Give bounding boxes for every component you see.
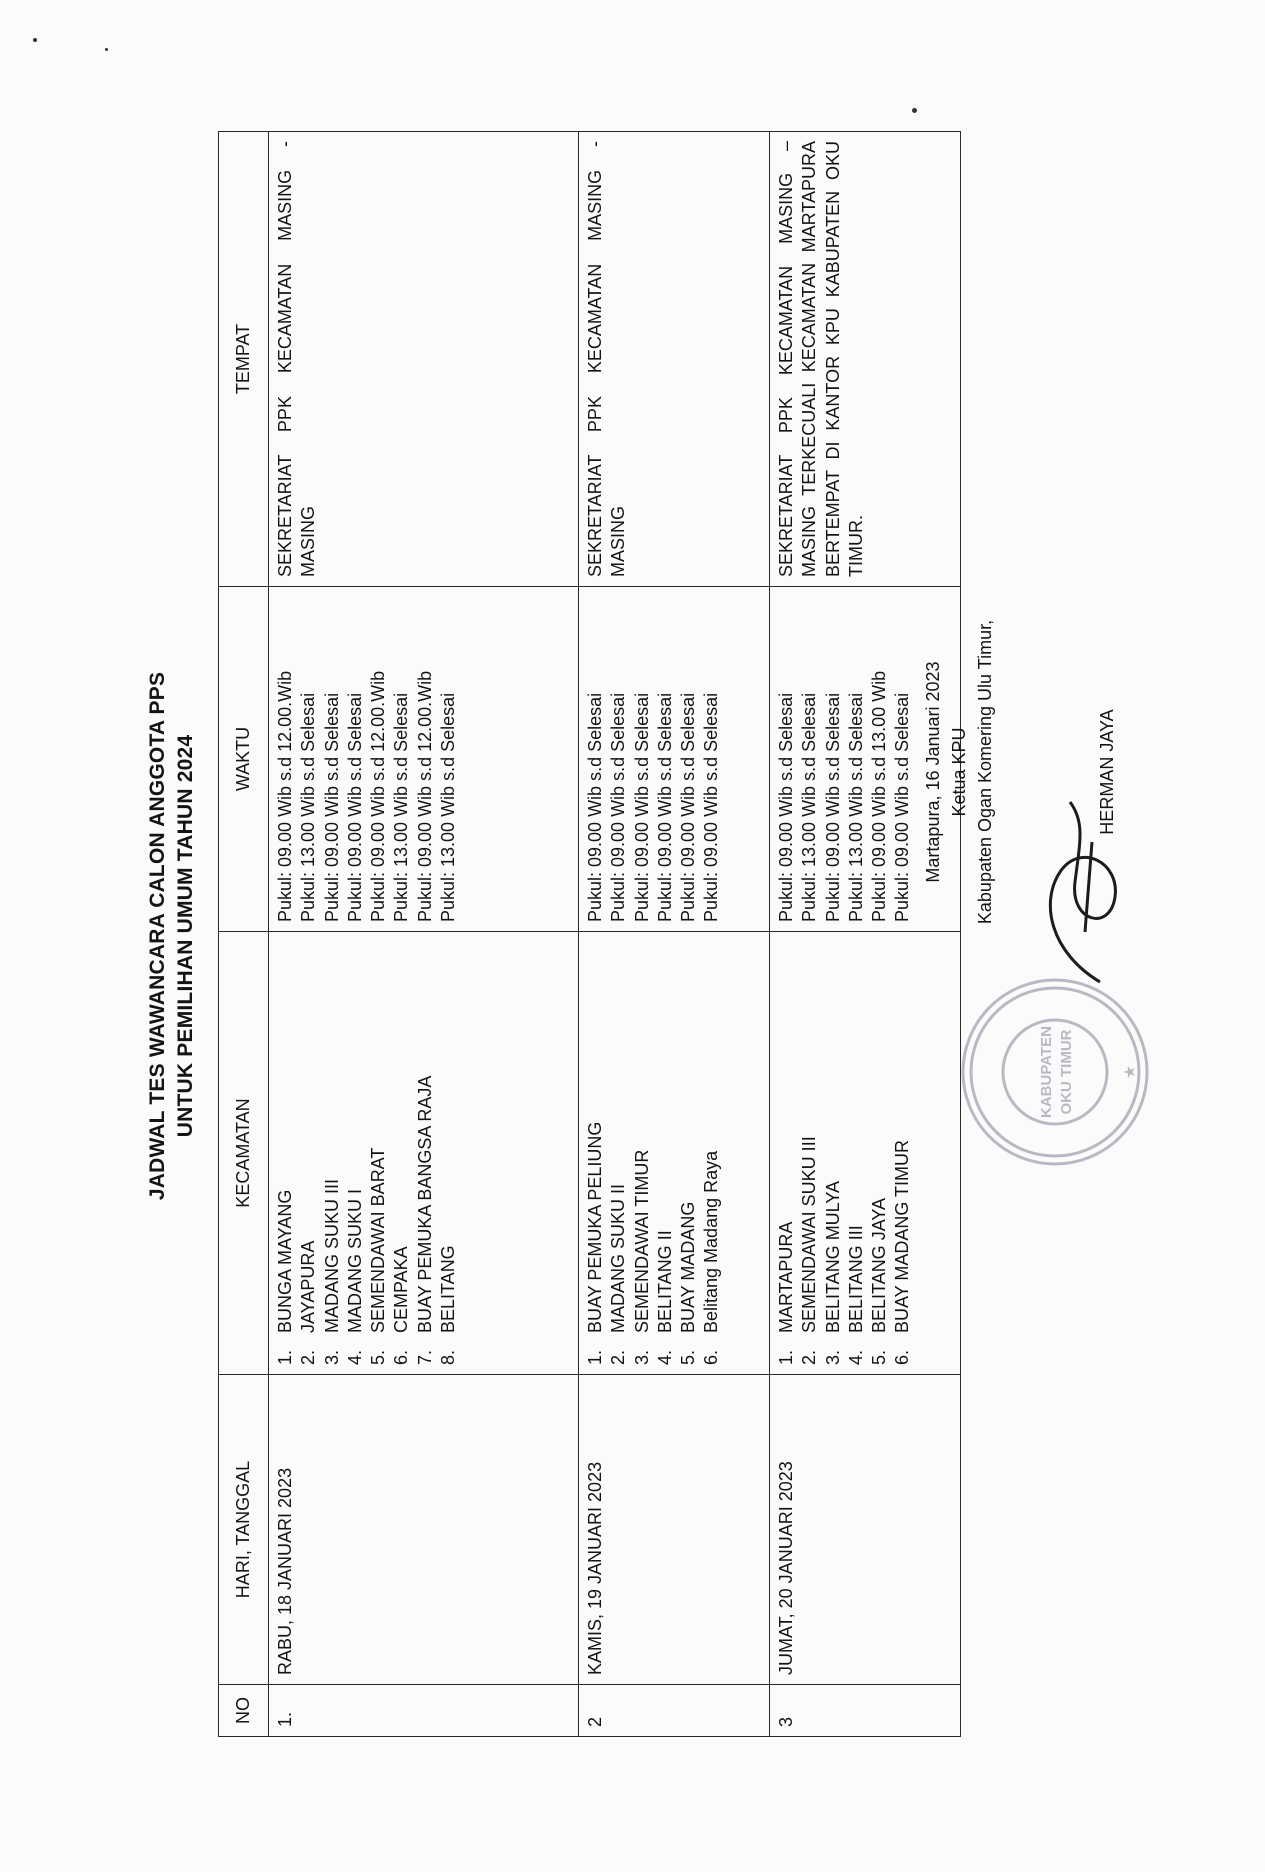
list-item-label: SEMENDAWAI TIMUR [631,1149,652,1333]
waktu-line: Pukul: 13.00 Wib s.d Selesai [438,692,459,922]
waktu-line: Pukul: 09.00 Wib s.d Selesai [776,692,796,922]
list-item [297,941,320,1365]
cell-kecamatan [269,932,579,1375]
waktu-line: Pukul: 09.00 Wib s.d Selesai [892,692,913,922]
waktu-line: Pukul: 09.00 Wib s.d Selesai [608,692,629,922]
official-stamp-icon [955,972,1155,1172]
waktu-line: Pukul: 09.00 Wib s.d 12.00.Wib [368,670,389,922]
list-item [700,941,723,1365]
list-item [822,941,845,1365]
list-item-label: Belitang Madang Raya [701,1150,722,1333]
waktu-line: Pukul: 09.00 Wib s.d 12.00.Wib [275,670,295,922]
list-item-label: BELITANG III [845,1225,866,1333]
waktu-line: Pukul: 09.00 Wib s.d Selesai [822,692,843,922]
list-item [654,941,677,1365]
signature-institution: Kabupaten Ogan Komering Ulu Timur, [975,619,995,925]
list-item [845,941,868,1365]
list-item-number: 1. [585,1349,605,1365]
list-item [321,941,344,1365]
waktu-line: Pukul: 13.00 Wib s.d Selesai [799,692,820,922]
list-item-number: 3. [631,1349,652,1365]
cell-no: 3 [770,1685,961,1737]
list-item [891,941,914,1365]
list-item-number: 2. [298,1349,319,1365]
svg-text:KABUPATEN: KABUPATEN [1038,1026,1055,1118]
waktu-line: Pukul: 13.00 Wib s.d Selesai [391,692,412,922]
list-item [390,941,413,1365]
signature-place-date: Martapura, 16 Januari 2023 [923,661,943,883]
cell-no: 1. [269,1685,579,1737]
list-item-label: BELITANG JAYA [869,1197,890,1333]
list-item [584,941,607,1365]
svg-text:OKU TIMUR: OKU TIMUR [1058,1029,1075,1115]
kecamatan-list [775,941,915,1365]
list-item [437,941,460,1365]
waktu-line: Pukul: 09.00 Wib s.d Selesai [654,692,675,922]
list-item-label: BELITANG II [654,1230,675,1333]
svg-text:★: ★ [1122,1064,1139,1080]
list-item-number: 4. [845,1349,866,1365]
list-item-label: BUAY PEMUKA PELIUNG [585,1121,605,1333]
cell-waktu [579,587,770,932]
list-item-number: 5. [368,1349,389,1365]
list-item [775,941,798,1365]
list-item-number: 6. [391,1349,412,1365]
list-item-number: 2. [799,1349,820,1365]
kecamatan-list [274,941,460,1365]
header-tempat: TEMPAT [219,132,269,587]
list-item [631,941,654,1365]
list-item-label: MADANG SUKU I [344,1188,365,1333]
list-item [367,941,390,1365]
list-item [607,941,630,1365]
list-item-label: MARTAPURA [776,1221,796,1333]
list-item-number: 1. [776,1349,796,1365]
list-item-label: SEMENDAWAI BARAT [368,1147,389,1333]
waktu-line: Pukul: 09.00 Wib s.d Selesai [344,692,365,922]
kecamatan-list [584,941,724,1365]
list-item-label: MADANG SUKU II [608,1183,629,1333]
list-item-label: JAYAPURA [298,1240,319,1333]
waktu-line: Pukul: 09.00 Wib s.d Selesai [321,692,342,922]
list-item-label: SEMENDAWAI SUKU III [799,1136,820,1333]
table-row [269,132,579,1737]
list-item [798,941,821,1365]
waktu-line: Pukul: 09.00 Wib s.d 13.00 Wib [869,670,890,922]
document-subtitle: UNTUK PEMILIHAN UMUM TAHUN 2024 [174,734,197,1138]
table-header-row [219,132,269,1737]
list-item [274,941,297,1365]
waktu-line: Pukul: 13.00 Wib s.d Selesai [298,692,319,922]
cell-hari-tanggal: RABU, 18 JANUARI 2023 [269,1375,579,1685]
header-kecamatan: KECAMATAN [219,932,269,1375]
list-item-number: 7. [414,1349,435,1365]
document-title: JADWAL TES WAWANCARA CALON ANGGOTA PPS [146,671,169,1201]
list-item [868,941,891,1365]
handwritten-signature-icon [1030,792,1130,992]
list-item-number: 6. [892,1349,913,1365]
list-item-number: 4. [654,1349,675,1365]
list-item-label: BUAY MADANG TIMUR [892,1139,913,1333]
list-item-label: CEMPAKA [391,1246,412,1333]
list-item-number: 1. [275,1349,295,1365]
schedule-table [218,131,961,1737]
scan-speck [105,48,108,51]
list-item-number: 2. [608,1349,629,1365]
list-item [414,941,437,1365]
list-item-number: 8. [438,1349,459,1365]
cell-kecamatan [579,932,770,1375]
cell-waktu [269,587,579,932]
list-item-number: 5. [869,1349,890,1365]
waktu-line: Pukul: 09.00 Wib s.d Selesai [585,692,605,922]
waktu-line: Pukul: 09.00 Wib s.d Selesai [701,692,722,922]
waktu-line: Pukul: 13.00 Wib s.d Selesai [845,692,866,922]
list-item-label: BELITANG MULYA [822,1180,843,1333]
cell-no: 2 [579,1685,770,1737]
list-item-label: BUAY MADANG [678,1201,699,1333]
list-item-number: 3. [321,1349,342,1365]
waktu-line: Pukul: 09.00 Wib s.d Selesai [678,692,699,922]
scan-speck [912,108,917,113]
header-no: NO [219,1685,269,1737]
scan-speck [33,38,37,42]
list-item-number: 6. [701,1349,722,1365]
list-item-label: BUAY PEMUKA BANGSA RAJA [414,1075,435,1333]
list-item-number: 5. [678,1349,699,1365]
cell-tempat: SEKRETARIAT PPK KECAMATAN MASING - MASING [579,132,770,587]
header-waktu: WAKTU [219,587,269,932]
signature-position: Ketua KPU [949,727,969,817]
list-item [344,941,367,1365]
header-hari-tanggal: HARI, TANGGAL [219,1375,269,1685]
list-item-label: BUNGA MAYANG [275,1189,295,1333]
list-item-number: 3. [822,1349,843,1365]
cell-hari-tanggal: KAMIS, 19 JANUARI 2023 [579,1375,770,1685]
waktu-line: Pukul: 09.00 Wib s.d 12.00.Wib [414,670,435,922]
list-item-label: BELITANG [438,1245,459,1333]
cell-tempat: SEKRETARIAT PPK KECAMATAN MASING - MASING [269,132,579,587]
list-item-number: 4. [344,1349,365,1365]
table-row [579,132,770,1737]
list-item-label: MADANG SUKU III [321,1178,342,1333]
list-item [677,941,700,1365]
cell-hari-tanggal: JUMAT, 20 JANUARI 2023 [770,1375,961,1685]
cell-tempat: SEKRETARIAT PPK KECAMATAN MASING – MASING TERKECUALI KECAMATAN MARTAPURA BERTEMPAT DI KANTOR KPU KABUPATEN OKU TIMUR. [770,132,961,587]
waktu-line: Pukul: 09.00 Wib s.d Selesai [631,692,652,922]
signature-name: HERMAN JAYA [1097,709,1117,835]
